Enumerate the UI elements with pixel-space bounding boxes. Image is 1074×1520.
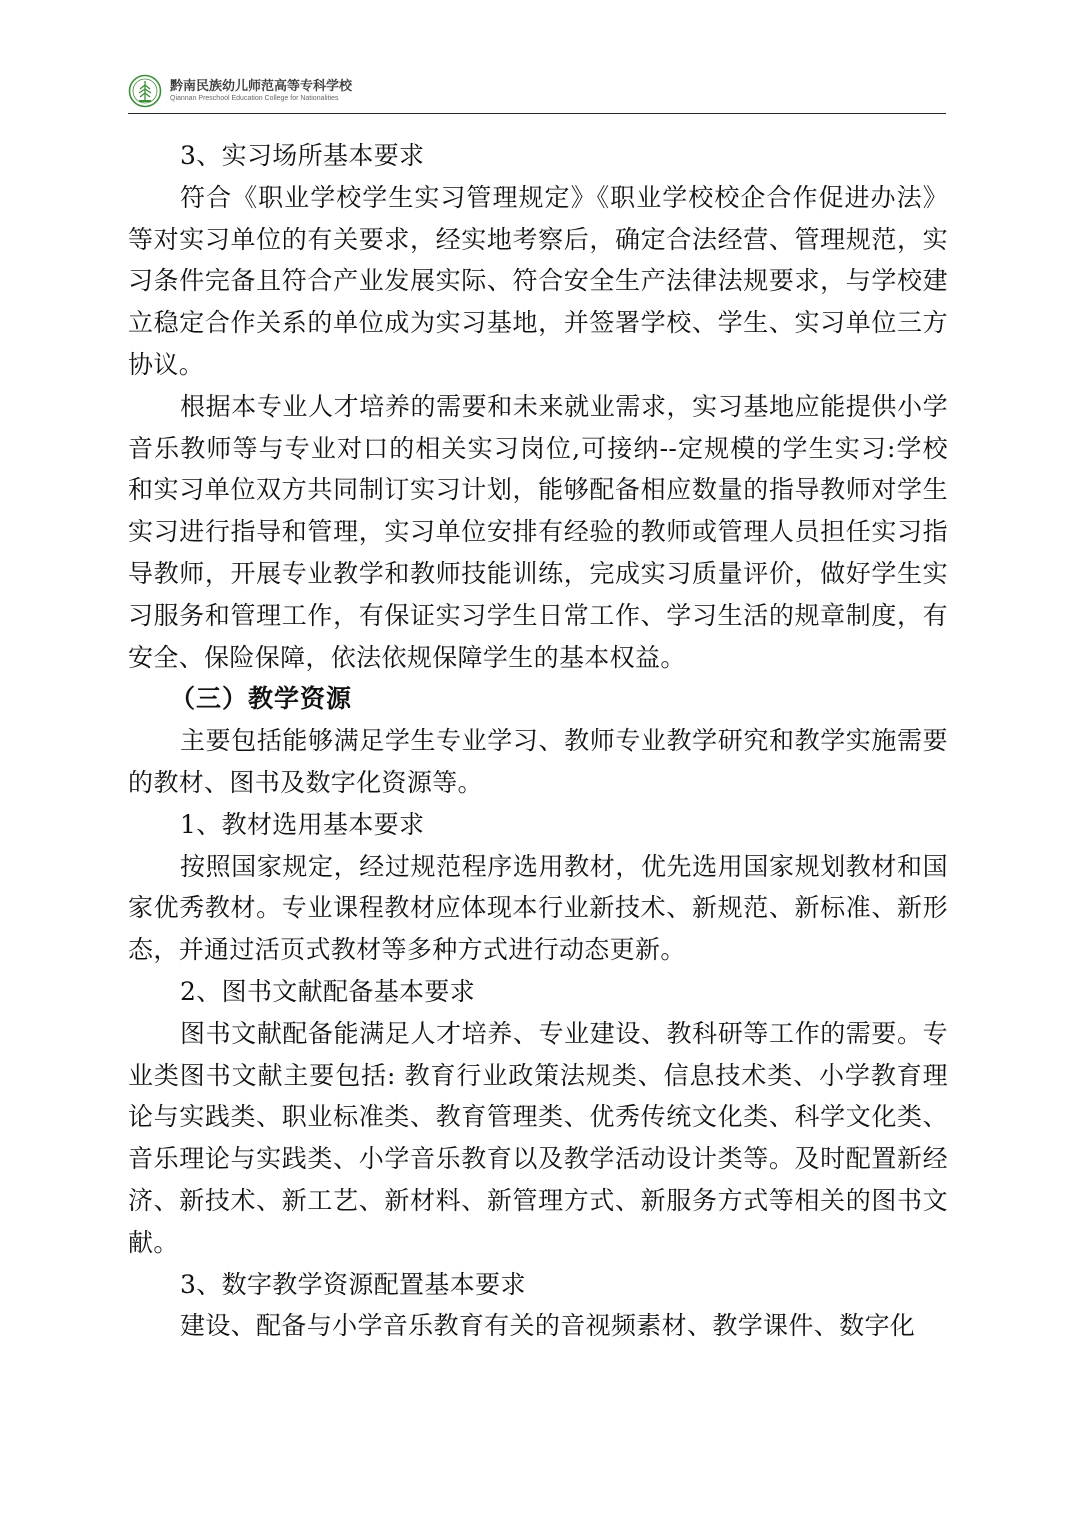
school-name-english: Qiannan Preschool Education College for Nationalities: [170, 95, 339, 102]
paragraph-internship-requirements: 符合《职业学校学生实习管理规定》《职业学校校企合作促进办法》等对实习单位的有关要求，经实地考察后，确定合法经营、管理规范，实习条件完备且符合产业发展实际、符合安全生产法律法规要求，与学校建立稳定合作关系的单位成为实习基地，并签署学校、学生、实习单位三方协议。: [128, 182, 948, 379]
section-title-textbooks: 1、教材选用基本要求: [180, 809, 425, 839]
school-emblem-icon: [128, 74, 162, 108]
heading-teaching-resources: （三）教学资源: [170, 684, 353, 714]
paragraph-internship-base: 根据本专业人才培养的需要和未来就业需求，实习基地应能提供小学音乐教师等与专业对口的相关实习岗位,可接纳--定规模的学生实习:学校和实习单位双方共同制订实习计划，能够配备相应数量的指导教师对学生实习进行指导和管理，实习单位安排有经验的教师或管理人员担任实习指导教师，开展专业教学和教师技能训练，完成实习质量评价，做好学生实习服务和管理工作，有保证实习学生日常工作、学习生活的规章制度，有安全、保险保障，依法依规保障学生的基本权益。: [128, 391, 948, 672]
section-title-library: 2、图书文献配备基本要求: [180, 976, 476, 1006]
school-name: 黔南民族幼儿师范高等专科学校: [170, 79, 353, 94]
paragraph-digital-resources: 建设、配备与小学音乐教育有关的音视频素材、教学课件、数字化: [180, 1311, 916, 1341]
page-header: [128, 72, 946, 114]
paragraph-textbooks: 按照国家规定，经过规范程序选用教材，优先选用国家规划教材和国家优秀教材。专业课程教材应体现本行业新技术、新规范、新标准、新形态，并通过活页式教材等多种方式进行动态更新。: [128, 851, 948, 965]
section-title-digital-resources: 3、数字教学资源配置基本要求: [180, 1269, 526, 1299]
paragraph-resources-intro: 主要包括能够满足学生专业学习、教师专业教学研究和教学实施需要的教材、图书及数字化资源等。: [128, 726, 948, 797]
section-title-internship-site: 3、实习场所基本要求: [180, 141, 425, 170]
header-divider: [128, 113, 946, 114]
paragraph-library: 图书文献配备能满足人才培养、专业建设、教科研等工作的需要。专业类图书文献主要包括: 教育行业政策法规类、信息技术类、小学教育理论与实践类、职业标准类、教育管理类、优秀传统文化类、科学文化类、音乐理论与实践类、小学音乐教育以及教学活动设计类等。及时配置新经济、新技术、新工艺、新材料、新管理方式、新服务方式等相关的图书文献。: [128, 1018, 948, 1257]
document-body: [128, 135, 948, 1347]
